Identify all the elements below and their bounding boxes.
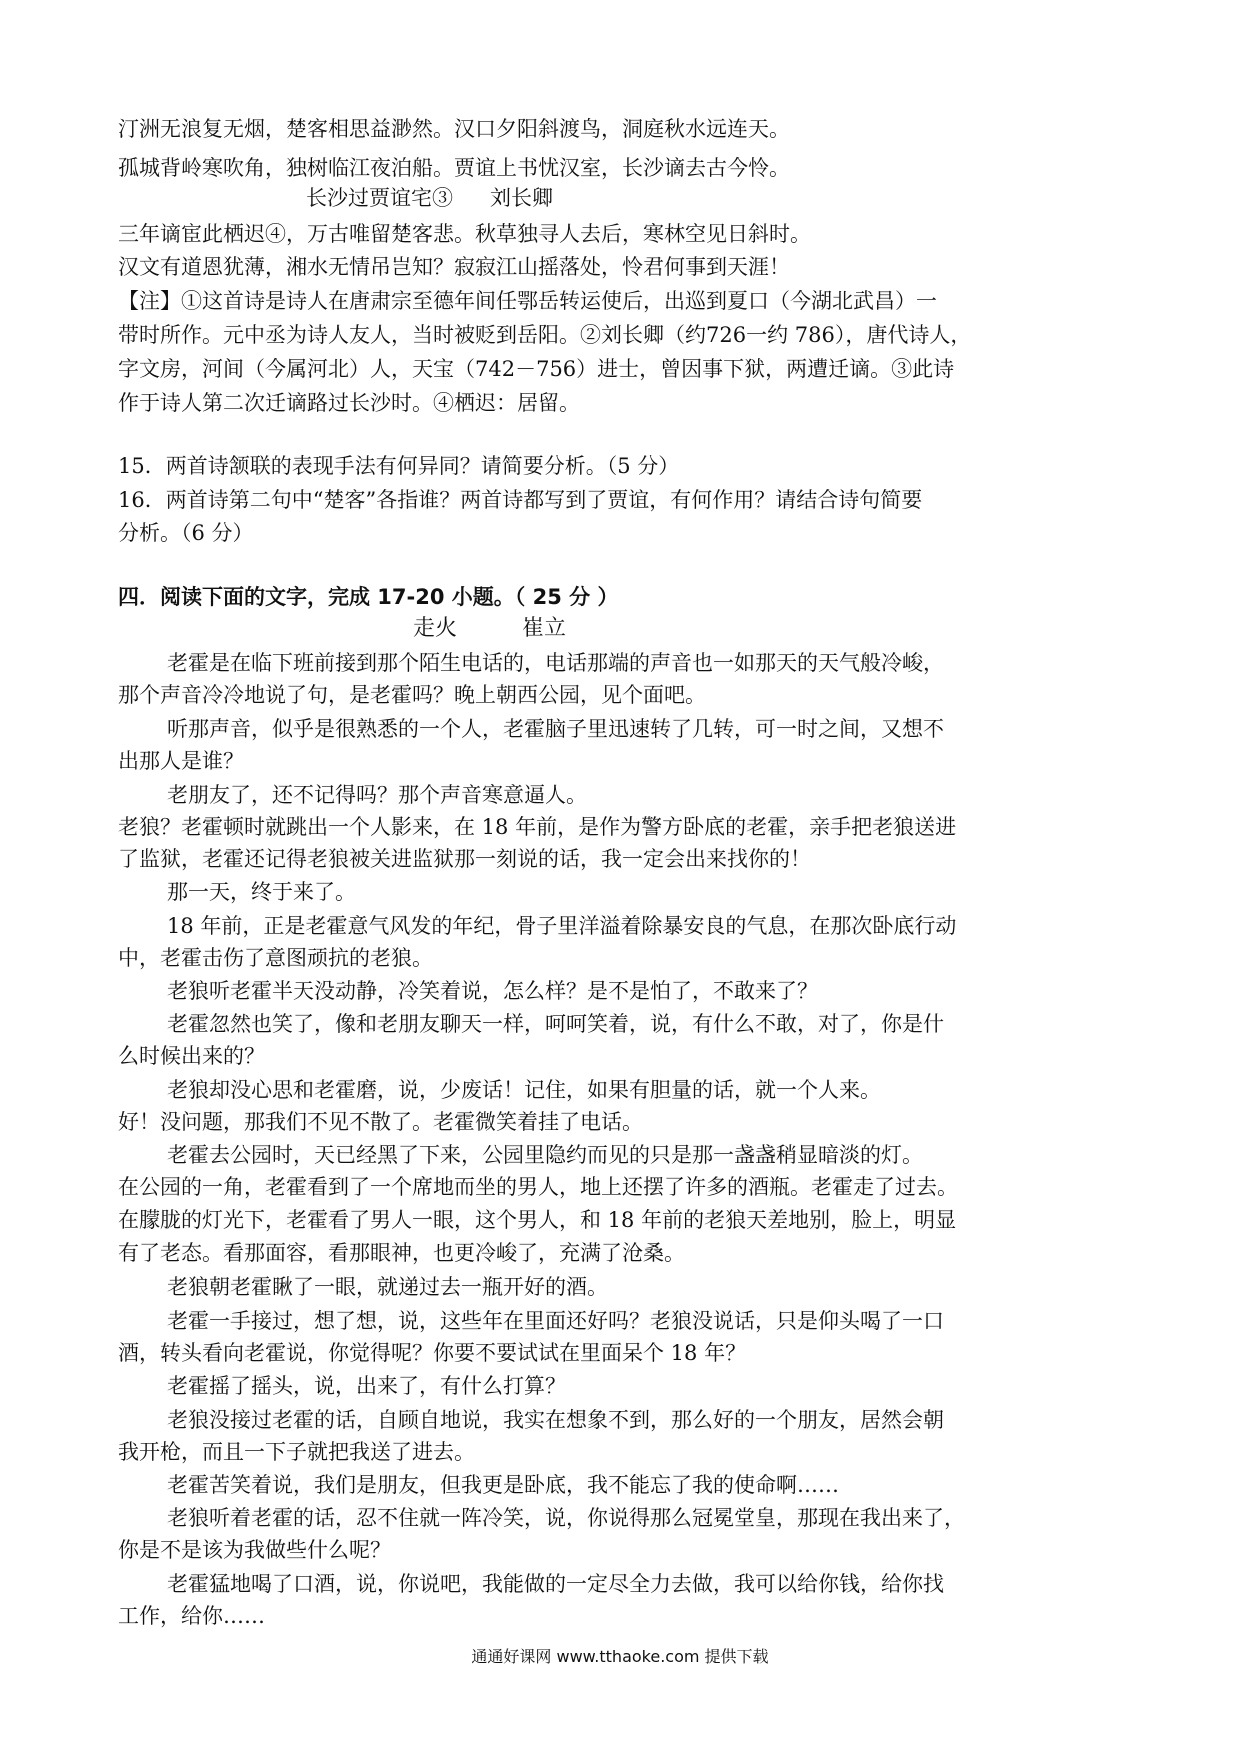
story-line: 18 年前，正是老霍意气风发的年纪，骨子里洋溢着除暴安良的气息，在那次卧底行动 bbox=[167, 914, 957, 938]
question-15: 15．两首诗颔联的表现手法有何异同？请简要分析。（5 分） bbox=[118, 454, 680, 478]
story-line: 了监狱，老霍还记得老狼被关进监狱那一刻说的话，我一定会出来找你的！ bbox=[118, 847, 811, 871]
notes-line-3: 字文房，河间（今属河北）人，天宝（742－756）进士，曾因事下狱，两遭迁谪。③此诗 bbox=[118, 357, 955, 381]
footer-credit: 通通好课网 www.tthaoke.com 提供下载 bbox=[471, 1647, 769, 1666]
story-line: 老狼？老霍顿时就跳出一个人影来，在 18 年前，是作为警方卧底的老霍，亲手把老狼送进 bbox=[118, 815, 957, 839]
story-line: 那一天，终于来了。 bbox=[167, 880, 356, 904]
story-line: 老霍是在临下班前接到那个陌生电话的，电话那端的声音也一如那天的天气般冷峻， bbox=[167, 651, 944, 675]
story-line: 老霍忽然也笑了，像和老朋友聊天一样，呵呵笑着，说，有什么不敢，对了，你是什 bbox=[167, 1012, 944, 1036]
story-line: 老霍苦笑着说，我们是朋友，但我更是卧底，我不能忘了我的使命啊…… bbox=[167, 1473, 839, 1497]
story-line: 老霍去公园时，天已经黑了下来，公园里隐约而见的只是那一盏盏稍显暗淡的灯。 bbox=[167, 1143, 923, 1167]
story-line: 老狼听着老霍的话，忍不住就一阵冷笑，说，你说得那么冠冕堂皇，那现在我出来了， bbox=[167, 1506, 965, 1530]
story-line: 老狼却没心思和老霍磨，说，少废话！记住，如果有胆量的话，就一个人来。 bbox=[167, 1078, 881, 1102]
story-line: 你是不是该为我做些什么呢？ bbox=[118, 1538, 391, 1562]
story-line: 在公园的一角，老霍看到了一个席地而坐的男人，地上还摆了许多的酒瓶。老霍走了过去。 bbox=[118, 1175, 958, 1199]
question-16: 16．两首诗第二句中“楚客”各指谁？两首诗都写到了贾谊，有何作用？请结合诗句简要 bbox=[118, 488, 923, 512]
story-line: 酒，转头看向老霍说，你觉得呢？你要不要试试在里面呆个 18 年？ bbox=[118, 1341, 747, 1365]
question-16-cont: 分析。（6 分） bbox=[118, 521, 254, 545]
story-line: 工作，给你…… bbox=[118, 1604, 265, 1628]
poem2-title: 长沙过贾谊宅③ bbox=[306, 186, 453, 210]
story-line: 老霍一手接过，想了想，说，这些年在里面还好吗？老狼没说话，只是仰头喝了一口 bbox=[167, 1309, 944, 1333]
story-line: 我开枪，而且一下子就把我送了进去。 bbox=[118, 1440, 475, 1464]
story-line: 老狼朝老霍瞅了一眼，就递过去一瓶开好的酒。 bbox=[167, 1275, 608, 1299]
story-title: 走火 bbox=[413, 616, 458, 641]
story-line: 老霍摇了摇头，说，出来了，有什么打算？ bbox=[167, 1374, 566, 1398]
poem2-line-2: 汉文有道恩犹薄，湘水无情吊岂知？寂寂江山摇落处，怜君何事到天涯！ bbox=[118, 255, 790, 279]
notes-line-4: 作于诗人第二次迁谪路过长沙时。④栖迟：居留。 bbox=[118, 391, 580, 415]
story-line: 么时候出来的？ bbox=[118, 1044, 265, 1068]
story-author: 崔立 bbox=[522, 616, 567, 641]
notes-line-2: 带时所作。元中丞为诗人友人，当时被贬到岳阳。②刘长卿（约726一约 786），唐代诗人， bbox=[118, 323, 972, 347]
story-line: 好！没问题，那我们不见不散了。老霍微笑着挂了电话。 bbox=[118, 1110, 643, 1134]
story-line: 老朋友了，还不记得吗？那个声音寒意逼人。 bbox=[167, 783, 587, 807]
story-line: 老霍猛地喝了口酒，说，你说吧，我能做的一定尽全力去做，我可以给你钱，给你找 bbox=[167, 1572, 944, 1596]
poem2-author: 刘长卿 bbox=[490, 186, 553, 210]
story-line: 听那声音，似乎是很熟悉的一个人，老霍脑子里迅速转了几转，可一时之间，又想不 bbox=[167, 717, 944, 741]
poem1-line-2: 孤城背岭寒吹角，独树临江夜泊船。贾谊上书忧汉室，长沙谪去古今怜。 bbox=[118, 156, 790, 180]
story-line: 老狼听老霍半天没动静，冷笑着说，怎么样？是不是怕了，不敢来了？ bbox=[167, 979, 818, 1003]
poem2-line-1: 三年谪宦此栖迟④，万古唯留楚客悲。秋草独寻人去后，寒林空见日斜时。 bbox=[118, 222, 811, 246]
story-line: 那个声音冷冷地说了句，是老霍吗？晚上朝西公园，见个面吧。 bbox=[118, 683, 706, 707]
story-line: 在朦胧的灯光下，老霍看了男人一眼，这个男人，和 18 年前的老狼天差地别，脸上，明显 bbox=[118, 1208, 957, 1232]
poem1-line-1: 汀洲无浪复无烟，楚客相思益渺然。汉口夕阳斜渡鸟，洞庭秋水远连天。 bbox=[118, 117, 790, 141]
section4-heading: 四．阅读下面的文字，完成 17-20 小题。（ 25 分 ） bbox=[118, 585, 619, 609]
notes-line-1: 【注】①这首诗是诗人在唐肃宗至德年间任鄂岳转运使后，出巡到夏口（今湖北武昌）一 bbox=[118, 289, 937, 313]
story-line: 有了老态。看那面容，看那眼神，也更冷峻了，充满了沧桑。 bbox=[118, 1241, 685, 1265]
story-line: 出那人是谁？ bbox=[118, 749, 244, 773]
story-line: 老狼没接过老霍的话，自顾自地说，我实在想象不到，那么好的一个朋友，居然会朝 bbox=[167, 1408, 944, 1432]
story-line: 中，老霍击伤了意图顽抗的老狼。 bbox=[118, 946, 433, 970]
